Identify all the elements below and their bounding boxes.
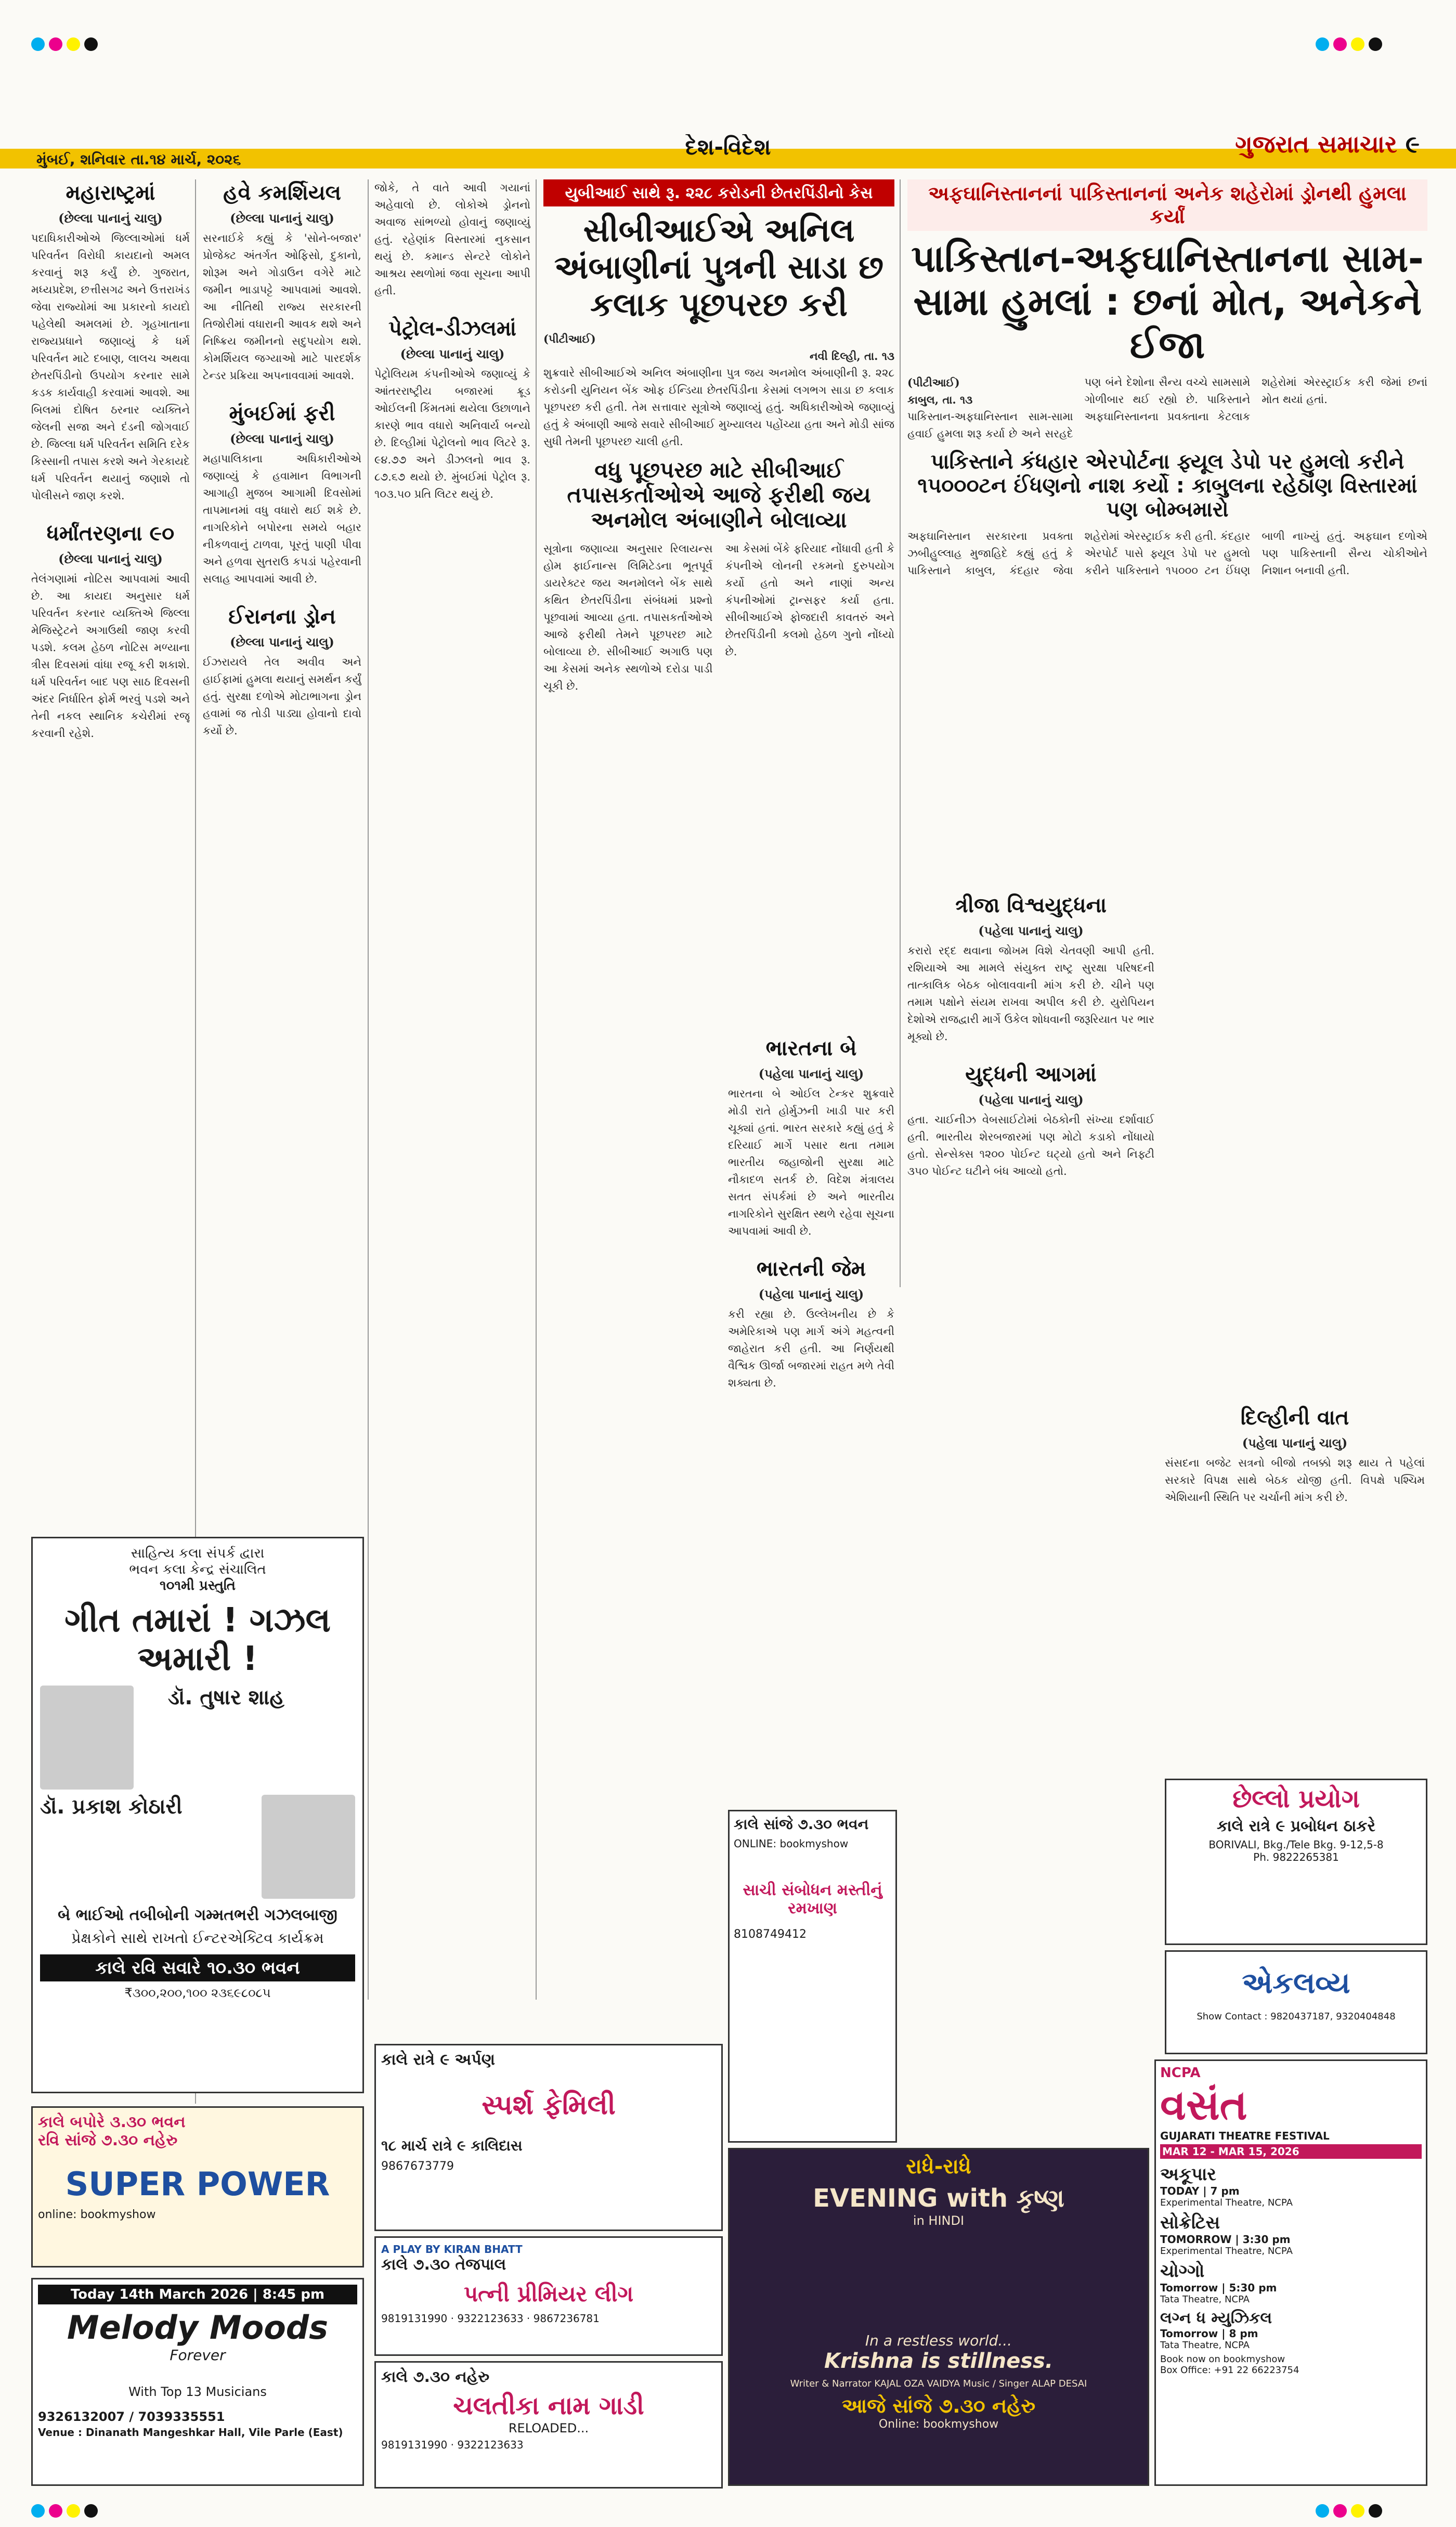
article-body-afghan-2 [907, 528, 1427, 581]
ad-showtime: કાલે ૭.૩૦ નહેરુ [381, 2368, 490, 2386]
ad-note: પ્રેક્ષકોને સાથે રાખતો ઈન્ટરએક્ટિવ કાર્યક્રમ [71, 1929, 324, 1947]
column-delhi [1165, 1404, 1425, 1768]
ad-title: Melody Moods [67, 2309, 329, 2347]
ad-org: NCPA [1160, 2065, 1201, 2081]
ad-chaltika-naam-gaadi [374, 2361, 723, 2489]
performer-name: ડૉ. તુષાર શાહ [168, 1686, 284, 1709]
ad-bhavan-730 [728, 1810, 897, 2143]
ad-label: A PLAY BY KIRAN BHATT [381, 2243, 523, 2256]
play-time: Tomorrow | 5:30 pm [1160, 2282, 1277, 2294]
headline-delhi: દિલ્હીની વાત [1240, 1406, 1349, 1430]
article-body: પદાધિકારીઓએ જિલ્લાઓમાં ધર્મ પરિવર્તન વિરોધી કાયદાનો અમલ કરવાનું શરૂ કર્યું છે. ગુજરાત, મધ્યપ્રદેશ, છત્તીસગઢ અને ઉત્તરાખંડ જેવા રાજ્યોમાં આ પ્રકારનો કાયદો પહેલેથી અમલમાં છે. ગૃહખાતાના રાજ્યપ્રધાને જણાવ્યું કે ધર્મ પરિવર્તન માટે દબાણ, લાલચ અથવા છેતરપિંડીનો ઉપયોગ કરનાર સામે કડક કાર્યવાહી કરવામાં આવશે. આ બિલમાં દોષિત ઠરનાર વ્યક્તિને જેલની સજા અને દંડની જોગવાઈ છે. જિલ્લા ધર્મ પરિવર્તન સમિતિ દરેક કિસ્સાની તપાસ કરશે અને ગેરકાયદે ધર્મ પરિવર્તન થયાનું જણાશે તો પોલીસને જાણ કરશે. [31, 232, 190, 502]
ad-title: SUPER POWER [65, 2165, 330, 2203]
ad-subtitle: RELOADED... [508, 2421, 589, 2435]
headline-mumbai: મુંબઈમાં ફરી [229, 401, 335, 425]
article-body: મહાપાલિકાના અધિકારીઓએ જણાવ્યું કે હવામાન વિભાગની આગાહી મુજબ આગામી દિવસોમાં તાપમાનમાં વધુ વધારો થઈ શકે છે. નાગરિકોને બપોરના સમયે બહાર નીકળવાનું ટાળવા, પૂરતું પાણી પીવા અને હળવા સુતરાઉ કપડાં પહેરવાની સલાહ આપવામાં આવી છે. [203, 452, 361, 585]
play-time: TODAY | 7 pm [1160, 2185, 1240, 2197]
column-bharat [728, 1035, 894, 1805]
continued-label: (પહેલા પાનાનું ચાલુ) [758, 1066, 864, 1081]
ad-label: ONLINE: bookmyshow [734, 1837, 849, 1850]
play-title: ચોગ્ગો [1160, 2261, 1205, 2282]
paper-name [1170, 130, 1420, 166]
play-title: સોક્રેટિસ [1160, 2212, 1220, 2233]
headline-conversion: ધર્માંતરણના ૯૦ [46, 522, 175, 546]
article-body: આ કેસમાં બેંકે ફરિયાદ નોંધાવી હતી કે કંપનીએ લોનની રકમનો દુરુપયોગ કર્યો હતો અને નાણાં અન્ય કંપનીઓમાં ટ્રાન્સફર કર્યા હતા. સીબીઆઈએ ફોજદારી કાવતરું અને છેતરપિંડીની કલમો હેઠળ ગુનો નોંધ્યો છે. [725, 542, 894, 658]
play-title: અકૂપાર [1160, 2164, 1216, 2185]
continued-label: (છેલ્લા પાનાનું ચાલુ) [230, 431, 334, 446]
headline-iran-drone: ઈરાનના ડ્રોન [228, 605, 336, 629]
ad-phone: ૨૩૬૯૮૦૮૫ [211, 1986, 271, 2000]
article-body: ભારતના બે ઓઈલ ટેન્કર શુક્રવારે મોડી રાતે હોર્મુઝની ખાડી પાર કરી ચૂક્યાં હતાં. ભારત સરકારે કહ્યું હતું કે દરિયાઈ માર્ગે પસાર થતા તમામ ભારતીય જહાજોની સુરક્ષા માટે નૌકાદળ સતર્ક છે. વિદેશ મંત્રાલય સતત સંપર્કમાં છે અને ભારતીય નાગરિકોને સુરક્ષિત સ્થળે રહેવા સૂચના આપવામાં આવી છે. [728, 1087, 894, 1237]
ad-booking: online: bookmyshow [38, 2208, 156, 2221]
ad-price [40, 1986, 355, 2000]
strap-line: યુબીઆઈ સાથે રૂ. ૨૨૮ કરોડની છેતરપિંડીનો કેસ [543, 179, 894, 206]
ad-note: With Top 13 Musicians [128, 2385, 267, 2399]
agency: (પીટીઆઈ) [907, 375, 960, 389]
article-body: જોકે, તે વાતે આવી ગયાનાં અહેવાલો છે. લોકોએ ડ્રોનનો અવાજ સાંભળ્યો હોવાનું જણાવ્યું હતું. રહેણાંક વિસ્તારમાં નુકસાન થયું છે. કમાન્ડ સેન્ટરે લોકોને આશ્રય સ્થળોમાં જવા સૂચના આપી હતી. [374, 182, 530, 297]
ad-title: પત્ની પ્રીમિયર લીગ [463, 2281, 634, 2306]
column-rule [368, 179, 369, 2000]
ad-org-line: ભવન કલા કેન્દ્ર સંચાલિત [129, 1562, 266, 1577]
ad-quote: Krishna is stillness. [824, 2349, 1054, 2373]
ad-showtime: ૧૮ માર્ચ રાત્રે ૯ કાલિદાસ [381, 2137, 523, 2154]
article-body: શુક્રવારે સીબીઆઈએ અનિલ અંબાણીના પુત્ર જય અનમોલ અંબાણીની રૂ. ૨૨૮ કરોડની યુનિયન બેંક ઓફ ઈન્ડિયા છેતરપિંડીના કેસમાં લગભગ સાડા છ કલાક પૂછપરછ કરી હતી. તેમ સત્તાવાર સૂત્રોએ જણાવ્યું હતું. અધિકારીઓએ જણાવ્યું હતું કે અંબાણી આજે સવારે સીબીઆઈ મુખ્યાલય પહોંચ્યા હતા અને મોડી સાંજ સુધી તેમની પૂછપરછ ચાલી હતી. [543, 366, 894, 448]
article-body: હતા. ચાઈનીઝ વેબસાઈટોમાં બેઠકોની સંખ્યા દર્શાવાઈ હતી. ભારતીય શેરબજારમાં પણ મોટો કડાકો નોંધાયો હતો. સેન્સેક્સ ૧૨૦૦ પોઈન્ટ ઘટ્યો હતો અને નિફ્ટી ૩૫૦ પોઈન્ટ ઘટીને બંધ આવ્યો હતો. [907, 1113, 1154, 1177]
ad-date: Today 14th March 2026 | 8:45 pm [38, 2285, 357, 2304]
ad-lang: in HINDI [913, 2213, 965, 2228]
subhead-cbi: વધુ પૂછપરછ માટે સીબીઆઈ તપાસકર્તાઓએ આજે ફરીથી જય અનમોલ અંબાણીને બોલાવ્યા [567, 457, 871, 533]
continued-label: (પહેલા પાનાનું ચાલુ) [1242, 1435, 1348, 1450]
play-venue: Tata Theatre, NCPA [1160, 2294, 1250, 2305]
ad-show-count: ૧૦૧મી પ્રસ્તુતિ [159, 1578, 236, 1593]
avatar [40, 1686, 134, 1790]
continued-label: (છેલ્લા પાનાનું ચાલુ) [230, 211, 334, 226]
ad-chhello-prayog [1165, 1779, 1427, 1945]
article-body-cbi [543, 330, 894, 450]
column-maharashtra [31, 179, 190, 1532]
ad-title: સ્પર્શ ફેમિલી [482, 2090, 616, 2121]
ad-evening-with-krishna [728, 2148, 1149, 2486]
ad-title: છેલ્લો પ્રયોગ [1232, 1784, 1360, 1813]
ad-phone: 9867673779 [381, 2160, 454, 2173]
headline-afghan: પાકિસ્તાન-અફઘાનિસ્તાનના સામ-સામા હુમલાં : છનાં મોત, અનેકને ઈજા [911, 237, 1424, 367]
ad-time: કાલે રવિ સવારે ૧૦.૩૦ [95, 1958, 256, 1978]
article-body: પાકિસ્તાન-અફઘાનિસ્તાન સામ-સામા હવાઈ હુમલા શરૂ કર્યા છે અને સરહદે પણ બંને દેશોના સૈન્ય વચ્ચે સામસામે ગોળીબાર થઈ રહ્યો છે. પાકિસ્તાને અફઘાનિસ્તાનના પ્રવક્તાના કેટલાક શહેરોમાં એરસ્ટ્રાઈક કરી જેમાં છનાં મોત થયાં હતાં. [907, 375, 1427, 440]
play-venue: Experimental Theatre, NCPA [1160, 2197, 1293, 2208]
headline-maharashtra: મહારાષ્ટ્રમાં [66, 181, 155, 205]
ad-geet-tamara [31, 1537, 364, 2093]
article-body: સંસદના બજેટ સત્રનો બીજો તબક્કો શરૂ થાય તે પહેલાં સરકારે વિપક્ષ સાથે બેઠક યોજી હતી. વિપક્ષે પશ્ચિમ એશિયાની સ્થિતિ પર ચર્ચાની માંગ કરી છે. [1165, 1457, 1425, 1504]
play-title: લગ્ન ધ મ્યુઝિકલ [1160, 2309, 1272, 2327]
article-cbi [543, 179, 894, 1022]
ad-title: સાચી સંબોધન મસ્તીનું રમખાણ [743, 1881, 882, 1917]
ad-eklavya [1165, 1950, 1427, 2054]
subhead-afghan: પાકિસ્તાને કંધહાર એરપોર્ટના ફ્યૂલ ડેપો પર હુમલો કરીને ૧૫૦૦૦ટન ઈંધણનો નાશ કર્યો : કાબુલના રહેઠાણ વિસ્તારમાં પણ બોમ્બમારો [917, 449, 1418, 522]
date-line: મુંબઈ, શનિવાર તા.૧૪ માર્ચ, ૨૦૨૬ [36, 151, 241, 168]
performer-row [40, 1686, 355, 1790]
ad-title: ગીત તમારાં ! ગઝલ અમારી ! [64, 1601, 331, 1678]
paper-name-label: ગુજરાત સમાચાર [1235, 130, 1397, 158]
headline-bharat: ભારતના બે [765, 1036, 857, 1060]
ad-phone: 9819131990 · 9322123633 · 9867236781 [381, 2312, 600, 2325]
headline-petrol: પેટ્રોલ-ડીઝલમાં [388, 317, 516, 341]
ad-top: રાધે-રાધે [906, 2155, 971, 2179]
headline-war-fire: યુદ્ધની આગમાં [965, 1062, 1097, 1086]
ad-tagline: બે ભાઈઓ તબીબોની ગમ્મતભરી ગઝલબાજી [58, 1906, 337, 1924]
ad-showtime: આજે સાંજે ૭.૩૦ નહેરુ [841, 2394, 1036, 2417]
registration-marks-top-left [31, 37, 146, 53]
ad-title: EVENING with કૃષ્ણ [813, 2184, 1064, 2213]
article-body: કરી રહ્યા છે. ઉલ્લેખનીય છે કે અમેરિકાએ પણ માર્ગ અંગે મહત્વની જાહેરાત કરી હતી. આ નિર્ણયથી વૈશ્વિક ઊર્જા બજારમાં રાહત મળે તેવી શક્યતા છે. [728, 1308, 894, 1389]
ad-phone: 9326132007 / 7039335551 [38, 2409, 225, 2424]
ad-venue: ભવન [261, 1958, 300, 1978]
ad-melody-moods [31, 2278, 364, 2486]
section-title [634, 134, 822, 165]
ad-showtime: કાલે ૭.૩૦ તેજપાલ [381, 2256, 506, 2274]
article-body: પેટ્રોલિયમ કંપનીઓએ જણાવ્યું કે આંતરરાષ્ટ્રીય બજારમાં ક્રૂડ ઓઈલની કિંમતમાં થયેલા ઉછાળાને કારણે ભાવ વધારો અનિવાર્ય બન્યો છે. દિલ્હીમાં પેટ્રોલનો ભાવ લિટરે રૂ. ૯૪.૭૭ અને ડીઝલનો ભાવ રૂ. ૮૭.૬૭ થયો છે. મુંબઈમાં પેટ્રોલ રૂ. ૧૦૩.૫૦ પ્રતિ લિટર થયું છે. [374, 368, 530, 500]
ad-festival: GUJARATI THEATRE FESTIVAL [1160, 2130, 1330, 2142]
ad-quote: In a restless world... [865, 2332, 1012, 2349]
registration-marks-bottom-left [31, 2504, 146, 2520]
ad-booking: Online: bookmyshow [878, 2418, 999, 2431]
ad-price-value: ₹૩૦૦,૨૦૦,૧૦૦ [124, 1986, 207, 2000]
dateline: કાબુલ, તા. ૧૩ [907, 393, 973, 406]
column-rule [536, 179, 537, 2000]
play-venue: Experimental Theatre, NCPA [1160, 2246, 1293, 2257]
ad-showtime: રવિ સાંજે ૭.૩૦ નહેરુ [38, 2131, 178, 2149]
column-world-war [907, 892, 1154, 2140]
ad-venue: Venue : Dinanath Mangeshkar Hall, Vile Parle (East) [38, 2426, 343, 2439]
performer-row [40, 1795, 355, 1899]
agency: (પીટીઆઈ) [543, 332, 596, 345]
article-body: અફઘાનિસ્તાન સરકારના પ્રવક્તા ઝબીહુલ્લાહ મુજાહિદે કહ્યું હતું કે પાકિસ્તાને કાબુલ, કંદહાર જેવા શહેરોમાં એરસ્ટ્રાઈક કરી હતી. કંદહાર એરપોર્ટ પાસે ફ્યૂલ ડેપો પર હુમલો કરીને પાકિસ્તાને ૧૫૦૦૦ ટન ઈંધણ બાળી નાખ્યું હતું. અફઘાન દળોએ પણ પાકિસ્તાની સૈન્ય ચોકીઓને નિશાન બનાવી હતી. [907, 529, 1427, 577]
play-time: Tomorrow | 8 pm [1160, 2327, 1258, 2340]
ad-tagline: Forever [170, 2347, 226, 2364]
ad-box-office: Box Office: +91 22 66223754 [1160, 2365, 1299, 2376]
article-afghanistan [907, 179, 1427, 887]
column-rule [900, 179, 901, 1287]
article-body: સરનાઈકે કહ્યું કે 'સોને-બજાર' પ્રોજેક્ટ અંતર્ગત ઓફિસો, દુકાનો, શોરૂમ અને ગોડાઉન વગેરે માટે જમીન ભાડાપટ્ટે આપવામાં આવશે. આ નીતિથી રાજ્ય સરકારની તિજોરીમાં વધારાની આવક થશે અને નિષ્ક્રિય જમીનનો સદુપયોગ થશે. કોમર્શિયલ જગ્યાઓ માટે પારદર્શક ટેન્ડર પ્રક્રિયા અપનાવવામાં આવશે. [203, 232, 361, 382]
ad-title: એકલવ્ય [1242, 1966, 1350, 2000]
ad-phone: 8108749412 [734, 1928, 807, 1941]
ad-phone: Show Contact : 9820437187, 9320404848 [1197, 2011, 1396, 2022]
article-body: તેલંગણામાં નોટિસ આપવામાં આવી છે. આ કાયદા અનુસાર ધર્મ પરિવર્તન કરનાર વ્યક્તિએ જિલ્લા મેજિસ્ટ્રેટને અગાઉથી જાણ કરવી પડશે. કલમ હેઠળ નોટિસ મળ્યાના ત્રીસ દિવસમાં વાંધા રજૂ કરી શકાશે. ધર્મ પરિવર્તન બાદ પણ સાઠ દિવસની અંદર નિર્ધારિત ફોર્મ ભરવું પડશે અને તેની નકલ સ્થાનિક કચેરીમાં રજૂ કરવાની રહેશે. [31, 573, 190, 740]
continued-label: (છેલ્લા પાનાનું ચાલુ) [400, 346, 505, 361]
ad-showtime: કાલે રાત્રે ૯ અર્પણ [381, 2051, 495, 2069]
headline-bharat-like: ભારતની જેમ [756, 1257, 866, 1281]
continued-label: (પહેલા પાનાનું ચાલુ) [758, 1287, 864, 1302]
article-body-afghan [907, 374, 1427, 443]
ad-super-power [31, 2106, 364, 2267]
continued-label: (પહેલા પાનાનું ચાલુ) [978, 1092, 1084, 1107]
ad-phone: 9819131990 · 9322123633 [381, 2439, 524, 2451]
play-time: TOMORROW | 3:30 pm [1160, 2233, 1291, 2246]
column-continued [374, 179, 530, 2000]
dateline: નવી દિલ્હી, તા. ૧૩ [810, 349, 894, 362]
strap-afghan: અફઘાનિસ્તાનનાં પાકિસ્તાનનાં અનેક શહેરોમાં ડ્રોનથી હુમલા કર્યાં [907, 179, 1427, 231]
ad-patni-premier-league [374, 2236, 723, 2356]
ad-credits: Writer & Narrator KAJAL OZA VAIDYA Music / Singer ALAP DESAI [790, 2378, 1087, 2389]
article-body-cbi-2 [543, 540, 894, 695]
performer-name: ડૉ. પ્રકાશ કોઠારી [40, 1795, 183, 1819]
ad-phone: Ph. 9822265381 [1253, 1851, 1339, 1863]
ad-dates: MAR 12 - MAR 15, 2026 [1160, 2144, 1422, 2159]
ad-place: BORIVALI, Bkg./Tele Bkg. 9-12,5-8 [1208, 1838, 1384, 1851]
headline-commercial: હવે કમર્શિયલ [223, 181, 341, 205]
ad-booking: Book now on bookmyshow [1160, 2354, 1285, 2365]
ad-vasant-ncpa [1154, 2059, 1427, 2486]
continued-label: (છેલ્લા પાનાનું ચાલુ) [58, 211, 163, 226]
ad-showtime: કાલે બપોરે ૩.૩૦ ભવન [38, 2113, 186, 2131]
registration-marks-bottom-right [1316, 2504, 1430, 2520]
article-body: ઈઝરાયલે તેલ અવીવ અને હાઈફામાં હુમલા થયાનું સમર્થન કર્યું હતું. સુરક્ષા દળોએ મોટાભાગના ડ્રોન હવામાં જ તોડી પાડ્યા હોવાનો દાવો કર્યો છે. [203, 656, 361, 737]
ad-title: ચલતીકા નામ ગાડી [453, 2391, 644, 2420]
article-body: સૂત્રોના જણાવ્યા અનુસાર રિલાયન્સ હોમ ફાઈનાન્સ લિમિટેડના ભૂતપૂર્વ ડાયરેક્ટર જય અનમોલને બેંક સાથે કથિત છેતરપિંડીના સંબંધમાં પ્રશ્નો પૂછવામાં આવ્યા હતા. તપાસકર્તાઓએ આજે ફરીથી તેમને પૂછપરછ માટે બોલાવ્યા છે. સીબીઆઈ અગાઉ પણ આ કેસમાં અનેક સ્થળોએ દરોડા પાડી ચૂકી છે. [543, 542, 713, 692]
continued-label: (છેલ્લા પાનાનું ચાલુ) [230, 634, 334, 650]
section-label: દેશ-વિદેશ [685, 134, 771, 160]
continued-label: (પહેલા પાનાનું ચાલુ) [978, 923, 1084, 938]
avatar [262, 1795, 355, 1899]
article-body: કરારો રદ્દ થવાના જોખમ વિશે ચેતવણી આપી હતી. રશિયાએ આ મામલે સંયુક્ત રાષ્ટ્ર સુરક્ષા પરિષદની તાત્કાલિક બેઠક બોલાવવાની માંગ કરી છે. ચીને પણ તમામ પક્ષોને સંયમ રાખવા અપીલ કરી છે. યુરોપિયન દેશોએ રાજદ્વારી માર્ગે ઉકેલ શોધવાની જરૂરિયાત પર ભાર મૂક્યો છે. [907, 944, 1154, 1043]
registration-marks-top-right [1316, 37, 1430, 53]
page-number: ૯ [1405, 130, 1420, 158]
continued-label: (છેલ્લા પાનાનું ચાલુ) [58, 551, 163, 566]
headline-cbi: સીબીઆઈએ અનિલ અંબાણીનાં પુત્રની સાડા છ કલાક પૂછપરછ કરી [554, 211, 884, 323]
headline-world-war: ત્રીજા વિશ્વયુદ્ધના [955, 893, 1107, 917]
ad-showtime [40, 1954, 355, 1981]
ad-title: વસંત [1160, 2081, 1247, 2129]
ad-org-line: સાહિત્ય કલા સંપર્ક દ્વારા [131, 1546, 265, 1561]
ad-sparsh-family [374, 2044, 723, 2231]
play-venue: Tata Theatre, NCPA [1160, 2340, 1250, 2351]
ad-showtime: કાલે સાંજે ૭.૩૦ ભવન [734, 1816, 869, 1833]
ad-showtime: કાલે રાત્રે ૯ પ્રબોધન ઠાકરે [1217, 1817, 1375, 1835]
